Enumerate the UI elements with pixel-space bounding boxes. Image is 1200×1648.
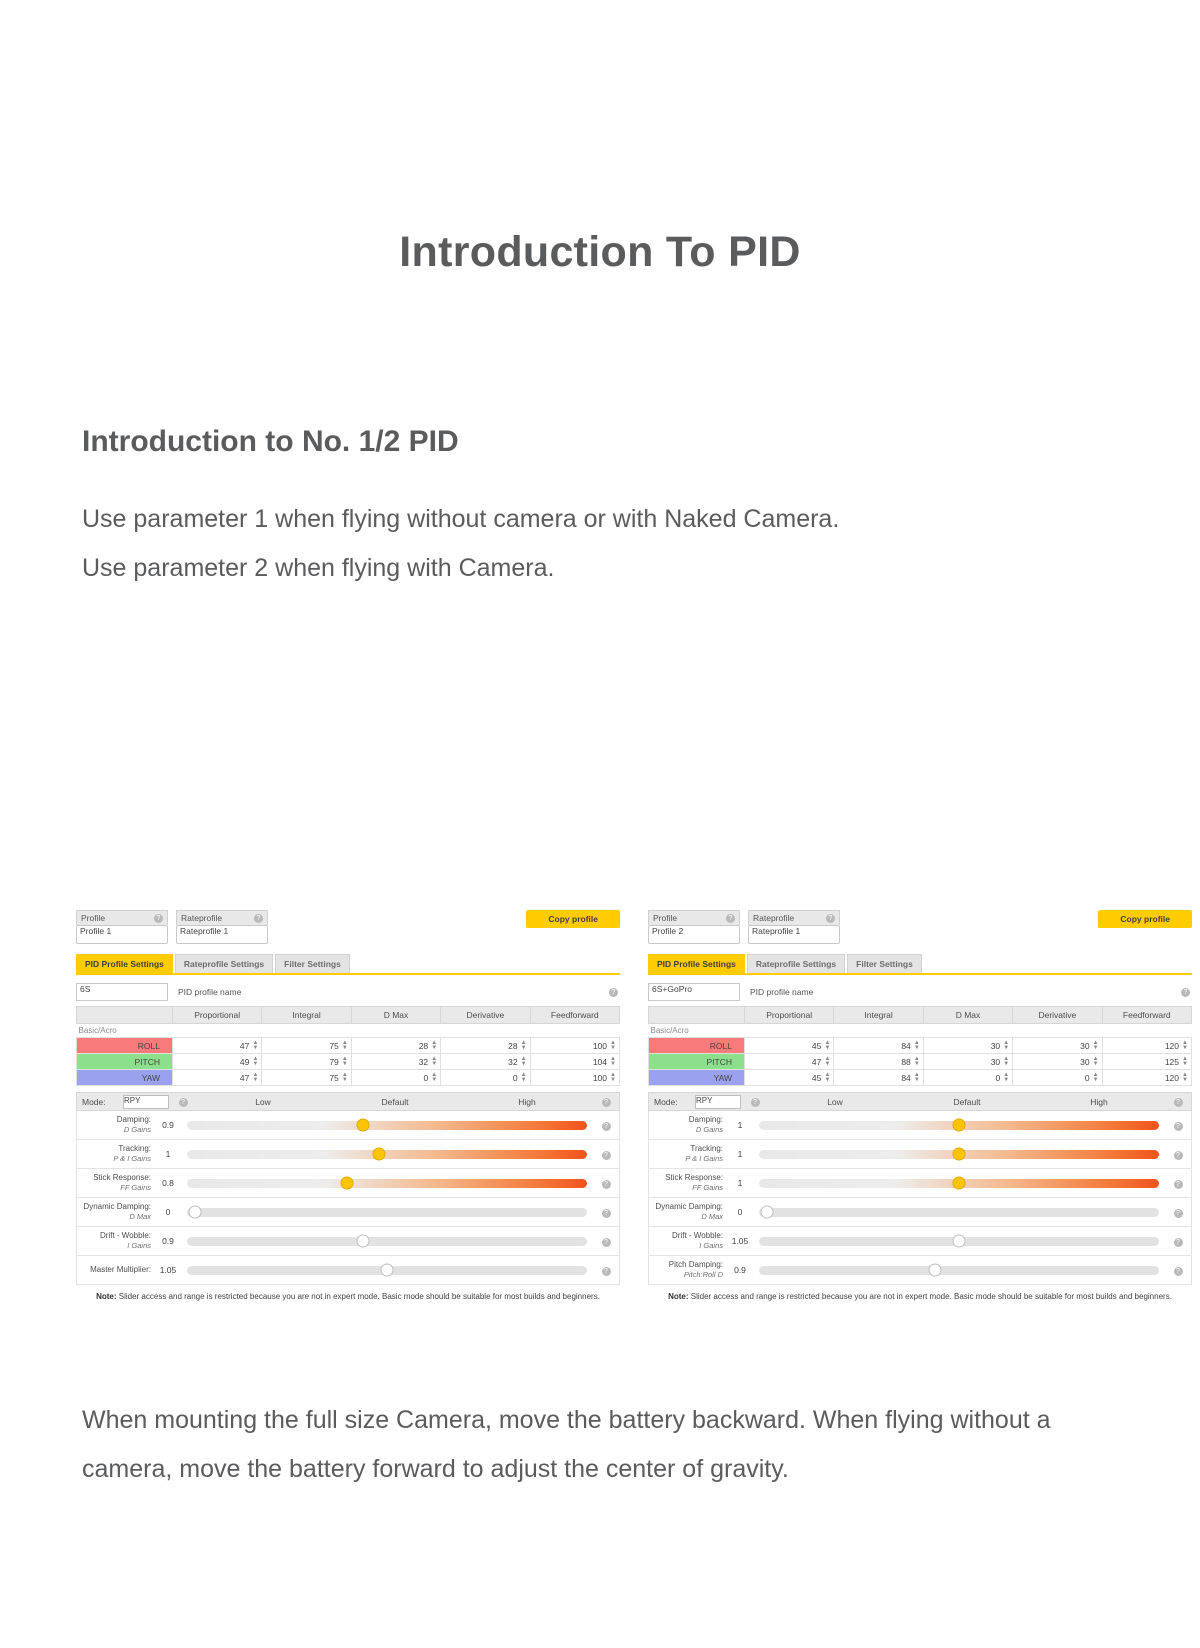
- yaw-proportional[interactable]: 45 ▲ ▼: [745, 1070, 834, 1086]
- slider-tracking: [76, 1140, 620, 1169]
- pitch-derivative[interactable]: 30 ▲ ▼: [1013, 1054, 1102, 1070]
- slider-track[interactable]: [759, 1179, 1159, 1188]
- slider-knob[interactable]: [381, 1264, 394, 1277]
- yaw-integral[interactable]: 84 ▲ ▼: [834, 1070, 923, 1086]
- slider-name: Pitch Damping:: [668, 1260, 723, 1269]
- slider-control[interactable]: [753, 1140, 1165, 1169]
- slider-name: Stick Response:: [93, 1173, 151, 1182]
- slider-track[interactable]: [759, 1208, 1159, 1217]
- axis-roll: ROLL: [649, 1038, 745, 1054]
- stepper-icon[interactable]: ▲ ▼: [431, 1055, 438, 1067]
- stepper-icon[interactable]: ▲ ▼: [1182, 1055, 1188, 1067]
- slider-label: [77, 1115, 155, 1135]
- yaw-integral[interactable]: 75 ▲ ▼: [262, 1070, 351, 1086]
- yaw-feedforward[interactable]: 120 ▲ ▼: [1102, 1070, 1191, 1086]
- yaw-feedforward[interactable]: 100 ▲ ▼: [530, 1070, 619, 1086]
- note-bold-label: Note:: [96, 1292, 117, 1301]
- stepper-icon[interactable]: ▲ ▼: [252, 1071, 259, 1083]
- roll-proportional[interactable]: 47 ▲ ▼: [173, 1038, 262, 1054]
- slider-label: [649, 1202, 727, 1222]
- rateprofile-selector-header: [748, 910, 840, 925]
- profile-selector-header: [76, 910, 168, 925]
- help-icon[interactable]: ?: [602, 1180, 611, 1189]
- mode-label: Mode:: [654, 1096, 678, 1107]
- help-icon[interactable]: ?: [602, 1151, 611, 1160]
- pitch-proportional[interactable]: 47 ▲ ▼: [745, 1054, 834, 1070]
- profile-selectors-row: [648, 910, 1192, 944]
- pid-screenshot-profile-2: [640, 904, 1200, 1356]
- slider-knob[interactable]: [953, 1119, 966, 1132]
- stepper-icon[interactable]: ▲ ▼: [610, 1055, 616, 1067]
- tab-filter-settings[interactable]: Filter Settings: [847, 954, 922, 973]
- slider-knob[interactable]: [357, 1235, 370, 1248]
- column-dmax: D Max: [351, 1007, 440, 1024]
- slider-note: [76, 1291, 620, 1302]
- axis-pitch: PITCH: [649, 1054, 745, 1070]
- stepper-icon[interactable]: ▲ ▼: [341, 1071, 348, 1083]
- help-icon[interactable]: ?: [1174, 1180, 1183, 1189]
- slider-sublabel: FF Gains: [120, 1183, 151, 1192]
- slider-master-multiplier: [76, 1256, 620, 1285]
- stepper-icon[interactable]: ▲ ▼: [252, 1039, 259, 1051]
- slider-control[interactable]: [753, 1198, 1165, 1227]
- roll-derivative[interactable]: 30 ▲ ▼: [1013, 1038, 1102, 1054]
- axis-pitch: PITCH: [77, 1054, 173, 1070]
- stepper-icon[interactable]: ▲ ▼: [1182, 1039, 1188, 1051]
- slider-sublabel: D Gains: [695, 1125, 723, 1134]
- pitch-proportional[interactable]: 49 ▲ ▼: [173, 1054, 262, 1070]
- slider-dynamic-damping: [76, 1198, 620, 1227]
- pid-table-header-row: [77, 1007, 620, 1024]
- slider-knob[interactable]: [189, 1206, 202, 1219]
- pid-table-corner: [649, 1007, 745, 1024]
- slider-sublabel: I Gains: [699, 1241, 723, 1250]
- group-label: Basic/Acro: [649, 1024, 1192, 1038]
- slider-control[interactable]: [753, 1169, 1165, 1198]
- stepper-icon[interactable]: ▲ ▼: [1182, 1071, 1188, 1083]
- slider-track[interactable]: [187, 1150, 587, 1159]
- rateprofile-selector-header: [176, 910, 268, 925]
- slider-header-high: High: [1090, 1096, 1108, 1107]
- yaw-dmax[interactable]: 0 ▲ ▼: [923, 1070, 1012, 1086]
- slider-value[interactable]: 0.9: [734, 1265, 746, 1275]
- stepper-icon[interactable]: ▲ ▼: [520, 1071, 527, 1083]
- slider-knob[interactable]: [373, 1148, 386, 1161]
- pid-profile-name-row: [76, 983, 620, 1001]
- slider-value[interactable]: 1.05: [159, 1265, 177, 1275]
- slider-value[interactable]: 1: [737, 1149, 743, 1159]
- slider-value[interactable]: 1: [165, 1149, 171, 1159]
- stepper-icon[interactable]: ▲ ▼: [1003, 1055, 1010, 1067]
- pitch-feedforward[interactable]: 104 ▲ ▼: [530, 1054, 619, 1070]
- roll-proportional[interactable]: 45 ▲ ▼: [745, 1038, 834, 1054]
- slider-label: [77, 1202, 155, 1222]
- rateprofile-select-value[interactable]: Rateprofile 1: [176, 925, 268, 944]
- slider-name: Damping:: [116, 1115, 151, 1124]
- slider-header-low: Low: [827, 1096, 843, 1107]
- stepper-icon[interactable]: ▲ ▼: [1003, 1071, 1010, 1083]
- slider-dynamic-damping: [648, 1198, 1192, 1227]
- slider-value[interactable]: 1: [737, 1178, 743, 1188]
- table-row: [77, 1038, 620, 1054]
- slider-control[interactable]: [181, 1111, 593, 1140]
- slider-sublabel: I Gains: [127, 1241, 151, 1250]
- axis-yaw: YAW: [649, 1070, 745, 1086]
- slider-name: Stick Response:: [665, 1173, 723, 1182]
- slider-knob[interactable]: [953, 1148, 966, 1161]
- section-heading: Introduction to No. 1/2 PID: [82, 425, 459, 458]
- slider-header-high: High: [518, 1096, 536, 1107]
- help-icon[interactable]: ?: [254, 914, 263, 923]
- pitch-derivative[interactable]: 32 ▲ ▼: [441, 1054, 530, 1070]
- slider-label: [649, 1173, 727, 1193]
- roll-dmax[interactable]: 30 ▲ ▼: [923, 1038, 1012, 1054]
- stepper-icon[interactable]: ▲ ▼: [913, 1039, 920, 1051]
- slider-track[interactable]: [187, 1208, 587, 1217]
- table-row: [77, 1070, 620, 1086]
- stepper-icon[interactable]: ▲ ▼: [252, 1055, 259, 1067]
- intro-paragraph: [82, 495, 1200, 593]
- slider-damping: [76, 1111, 620, 1140]
- help-icon[interactable]: ?: [1174, 1209, 1183, 1218]
- table-row: [649, 1070, 1192, 1086]
- intro-line-1: Use parameter 1 when flying without camera or with Naked Camera.: [82, 505, 840, 533]
- help-icon[interactable]: ?: [826, 914, 835, 923]
- intro-line-2: Use parameter 2 when flying with Camera.: [82, 554, 555, 582]
- slider-track[interactable]: [759, 1150, 1159, 1159]
- slider-drift-wobble: [648, 1227, 1192, 1256]
- pitch-feedforward[interactable]: 125 ▲ ▼: [1102, 1054, 1191, 1070]
- help-icon[interactable]: ?: [1181, 988, 1190, 997]
- slider-track[interactable]: [187, 1266, 587, 1275]
- slider-name: Damping:: [688, 1115, 723, 1124]
- slider-track[interactable]: [759, 1237, 1159, 1246]
- stepper-icon[interactable]: ▲ ▼: [431, 1039, 438, 1051]
- slider-mode-bar: [648, 1092, 1192, 1111]
- stepper-icon[interactable]: ▲ ▼: [913, 1055, 920, 1067]
- slider-control[interactable]: [181, 1169, 593, 1198]
- rateprofile-selector[interactable]: [748, 910, 840, 944]
- slider-header-default: Default: [953, 1096, 981, 1107]
- slider-track[interactable]: [187, 1121, 587, 1130]
- slider-damping: [648, 1111, 1192, 1140]
- slider-label: [77, 1231, 155, 1251]
- slider-track[interactable]: [759, 1121, 1159, 1130]
- slider-header-default: Default: [381, 1096, 409, 1107]
- pitch-dmax[interactable]: 30 ▲ ▼: [923, 1054, 1012, 1070]
- slider-tracking: [648, 1140, 1192, 1169]
- mode-select[interactable]: RPY: [123, 1095, 169, 1109]
- column-proportional: Proportional: [745, 1007, 834, 1024]
- help-icon[interactable]: ?: [1174, 1238, 1183, 1247]
- pid-profile-name-label: PID profile name: [750, 987, 814, 997]
- yaw-derivative[interactable]: 0 ▲ ▼: [441, 1070, 530, 1086]
- slider-name: Master Multiplier:: [90, 1265, 151, 1274]
- yaw-derivative[interactable]: 0 ▲ ▼: [1013, 1070, 1102, 1086]
- column-integral: Integral: [262, 1007, 351, 1024]
- stepper-icon[interactable]: ▲ ▼: [913, 1071, 920, 1083]
- slider-sublabel: P & I Gains: [113, 1154, 151, 1163]
- slider-knob[interactable]: [953, 1177, 966, 1190]
- yaw-proportional[interactable]: 47 ▲ ▼: [173, 1070, 262, 1086]
- slider-pitch-damping: [648, 1256, 1192, 1285]
- pid-table: [76, 1006, 620, 1086]
- roll-derivative[interactable]: 28 ▲ ▼: [441, 1038, 530, 1054]
- note-bold-label: Note:: [668, 1292, 689, 1301]
- profile-label: Profile: [81, 913, 106, 923]
- column-feedforward: Feedforward: [530, 1007, 619, 1024]
- stepper-icon[interactable]: ▲ ▼: [610, 1071, 616, 1083]
- slider-knob[interactable]: [357, 1119, 370, 1132]
- slider-control[interactable]: [181, 1140, 593, 1169]
- slider-knob[interactable]: [929, 1264, 942, 1277]
- help-icon[interactable]: ?: [179, 1098, 188, 1107]
- slider-name: Drift - Wobble:: [672, 1231, 723, 1240]
- stepper-icon[interactable]: ▲ ▼: [824, 1039, 831, 1051]
- slider-header-low: Low: [255, 1096, 271, 1107]
- slider-label: [77, 1144, 155, 1164]
- mode-label: Mode:: [82, 1096, 106, 1107]
- stepper-icon[interactable]: ▲ ▼: [431, 1071, 438, 1083]
- slider-name: Tracking:: [118, 1144, 151, 1153]
- help-icon[interactable]: ?: [602, 1098, 611, 1107]
- group-row: [77, 1024, 620, 1038]
- help-icon[interactable]: ?: [602, 1122, 611, 1131]
- rateprofile-label: Rateprofile: [753, 913, 795, 923]
- slider-knob[interactable]: [761, 1206, 774, 1219]
- pid-profile-name-input[interactable]: 6S+GoPro: [648, 983, 740, 1001]
- screenshots-container: [0, 904, 1200, 1356]
- slider-name: Dynamic Damping:: [655, 1202, 723, 1211]
- slider-note: [648, 1291, 1192, 1302]
- column-derivative: Derivative: [1013, 1007, 1102, 1024]
- stepper-icon[interactable]: ▲ ▼: [520, 1055, 527, 1067]
- column-proportional: Proportional: [173, 1007, 262, 1024]
- slider-stick-response: [648, 1169, 1192, 1198]
- slider-sublabel: FF Gains: [692, 1183, 723, 1192]
- rateprofile-label: Rateprofile: [181, 913, 223, 923]
- roll-dmax[interactable]: 28 ▲ ▼: [351, 1038, 440, 1054]
- slider-sublabel: D Max: [701, 1212, 723, 1221]
- slider-track[interactable]: [187, 1237, 587, 1246]
- help-icon[interactable]: ?: [1174, 1098, 1183, 1107]
- column-feedforward: Feedforward: [1102, 1007, 1191, 1024]
- slider-sublabel: D Gains: [123, 1125, 151, 1134]
- stepper-icon[interactable]: ▲ ▼: [1092, 1039, 1099, 1051]
- help-icon[interactable]: ?: [602, 1209, 611, 1218]
- tab-pid-profile-settings[interactable]: PID Profile Settings: [76, 954, 173, 973]
- slider-value[interactable]: 0: [165, 1207, 171, 1217]
- slider-control[interactable]: [753, 1256, 1165, 1285]
- pitch-dmax[interactable]: 32 ▲ ▼: [351, 1054, 440, 1070]
- slider-name: Dynamic Damping:: [83, 1202, 151, 1211]
- slider-label: [77, 1173, 155, 1193]
- table-row: [649, 1038, 1192, 1054]
- settings-tabs: [648, 954, 1192, 975]
- profile-selectors-row: [76, 910, 620, 944]
- slider-knob[interactable]: [341, 1177, 354, 1190]
- profile-selector-header: [648, 910, 740, 925]
- slider-drift-wobble: [76, 1227, 620, 1256]
- stepper-icon[interactable]: ▲ ▼: [1092, 1055, 1099, 1067]
- roll-feedforward[interactable]: 100 ▲ ▼: [530, 1038, 619, 1054]
- copy-profile-button[interactable]: Copy profile: [1098, 910, 1192, 928]
- slider-label: [649, 1231, 727, 1251]
- stepper-icon[interactable]: ▲ ▼: [824, 1055, 831, 1067]
- pid-table-header-row: [649, 1007, 1192, 1024]
- group-label: Basic/Acro: [77, 1024, 620, 1038]
- help-icon[interactable]: ?: [1174, 1122, 1183, 1131]
- settings-tabs: [76, 954, 620, 975]
- column-dmax: D Max: [923, 1007, 1012, 1024]
- profile-select-value[interactable]: Profile 2: [648, 925, 740, 944]
- slider-label: [77, 1265, 155, 1275]
- group-row: [649, 1024, 1192, 1038]
- help-icon[interactable]: ?: [751, 1098, 760, 1107]
- pid-profile-name-input[interactable]: 6S: [76, 983, 168, 1001]
- stepper-icon[interactable]: ▲ ▼: [520, 1039, 527, 1051]
- pid-profile-name-row: [648, 983, 1192, 1001]
- pid-profile-name-label: PID profile name: [178, 987, 242, 997]
- slider-control[interactable]: [753, 1227, 1165, 1256]
- bottom-paragraph: When mounting the full size Camera, move the battery backward. When flying without a camera, move the battery forward to adjust the center of gravity.: [82, 1406, 1051, 1483]
- help-icon[interactable]: ?: [154, 914, 163, 923]
- stepper-icon[interactable]: ▲ ▼: [824, 1071, 831, 1083]
- slider-label: [649, 1115, 727, 1135]
- pid-table-corner: [77, 1007, 173, 1024]
- mode-select[interactable]: RPY: [695, 1095, 741, 1109]
- slider-mode-bar: [76, 1092, 620, 1111]
- note-text: Slider access and range is restricted because you are not in expert mode. Basic mode should be suitable for most builds and beginners.: [118, 1292, 600, 1301]
- stepper-icon[interactable]: ▲ ▼: [341, 1039, 348, 1051]
- stepper-icon[interactable]: ▲ ▼: [610, 1039, 616, 1051]
- note-text: Slider access and range is restricted because you are not in expert mode. Basic mode should be suitable for most builds and beginners.: [690, 1292, 1172, 1301]
- tab-pid-profile-settings[interactable]: PID Profile Settings: [648, 954, 745, 973]
- table-row: [77, 1054, 620, 1070]
- profile-selector[interactable]: [648, 910, 740, 944]
- copy-profile-button[interactable]: Copy profile: [526, 910, 620, 928]
- slider-value[interactable]: 0.8: [162, 1178, 174, 1188]
- pitch-integral[interactable]: 79 ▲ ▼: [262, 1054, 351, 1070]
- column-derivative: Derivative: [441, 1007, 530, 1024]
- axis-yaw: YAW: [77, 1070, 173, 1086]
- slider-value[interactable]: 0.9: [162, 1120, 174, 1130]
- profile-label: Profile: [653, 913, 678, 923]
- slider-value[interactable]: 0: [737, 1207, 743, 1217]
- slider-value[interactable]: 1.05: [731, 1236, 749, 1246]
- stepper-icon[interactable]: ▲ ▼: [1092, 1071, 1099, 1083]
- pitch-integral[interactable]: 88 ▲ ▼: [834, 1054, 923, 1070]
- slider-name: Tracking:: [690, 1144, 723, 1153]
- slider-control[interactable]: [181, 1256, 593, 1285]
- roll-integral[interactable]: 75 ▲ ▼: [262, 1038, 351, 1054]
- pid-table: [648, 1006, 1192, 1086]
- stepper-icon[interactable]: ▲ ▼: [1003, 1039, 1010, 1051]
- help-icon[interactable]: ?: [602, 1267, 611, 1276]
- pid-screenshot-profile-1: [68, 904, 628, 1356]
- axis-roll: ROLL: [77, 1038, 173, 1054]
- slider-name: Drift - Wobble:: [100, 1231, 151, 1240]
- slider-sublabel: D Max: [129, 1212, 151, 1221]
- help-icon[interactable]: ?: [1174, 1267, 1183, 1276]
- slider-value[interactable]: 1: [737, 1120, 743, 1130]
- profile-selector[interactable]: [76, 910, 168, 944]
- help-icon[interactable]: ?: [609, 988, 618, 997]
- help-icon[interactable]: ?: [602, 1238, 611, 1247]
- tab-rateprofile-settings[interactable]: Rateprofile Settings: [747, 954, 845, 973]
- slider-track[interactable]: [759, 1266, 1159, 1275]
- tab-rateprofile-settings[interactable]: Rateprofile Settings: [175, 954, 273, 973]
- table-row: [649, 1054, 1192, 1070]
- rateprofile-selector[interactable]: [176, 910, 268, 944]
- tab-filter-settings[interactable]: Filter Settings: [275, 954, 350, 973]
- slider-value[interactable]: 0.9: [162, 1236, 174, 1246]
- page-title: Introduction To PID: [399, 228, 801, 276]
- slider-label: [649, 1144, 727, 1164]
- slider-control[interactable]: [181, 1198, 593, 1227]
- rateprofile-select-value[interactable]: Rateprofile 1: [748, 925, 840, 944]
- stepper-icon[interactable]: ▲ ▼: [341, 1055, 348, 1067]
- yaw-dmax[interactable]: 0 ▲ ▼: [351, 1070, 440, 1086]
- slider-control[interactable]: [753, 1111, 1165, 1140]
- slider-stick-response: [76, 1169, 620, 1198]
- slider-label: [649, 1260, 727, 1280]
- profile-select-value[interactable]: Profile 1: [76, 925, 168, 944]
- roll-feedforward[interactable]: 120 ▲ ▼: [1102, 1038, 1191, 1054]
- help-icon[interactable]: ?: [1174, 1151, 1183, 1160]
- column-integral: Integral: [834, 1007, 923, 1024]
- slider-sublabel: P & I Gains: [685, 1154, 723, 1163]
- roll-integral[interactable]: 84 ▲ ▼: [834, 1038, 923, 1054]
- help-icon[interactable]: ?: [726, 914, 735, 923]
- slider-knob[interactable]: [953, 1235, 966, 1248]
- slider-sublabel: Pitch:Roll D: [683, 1270, 723, 1279]
- slider-track[interactable]: [187, 1179, 587, 1188]
- slider-control[interactable]: [181, 1227, 593, 1256]
